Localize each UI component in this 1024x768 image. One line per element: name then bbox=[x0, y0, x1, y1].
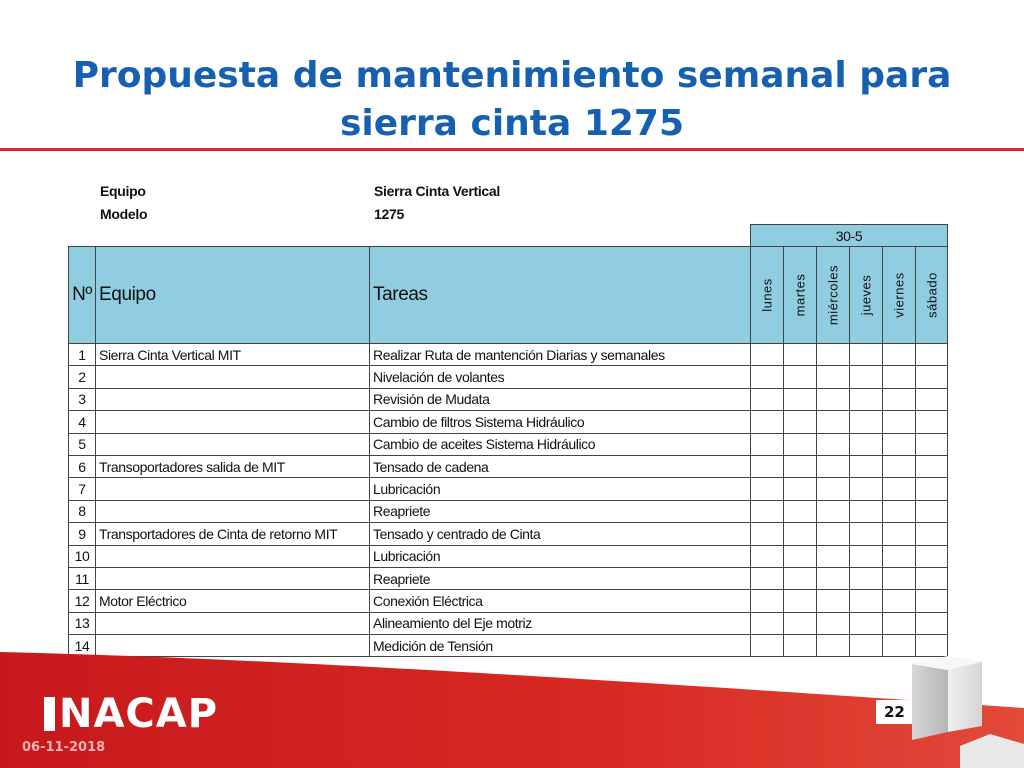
row-number: 5 bbox=[69, 433, 96, 455]
title-line-1: Propuesta de mantenimiento semanal para bbox=[72, 55, 952, 96]
row-tarea: Conexión Eléctrica bbox=[370, 590, 751, 612]
page-number: 22 bbox=[884, 703, 905, 721]
row-number: 1 bbox=[69, 344, 96, 366]
header-day-jueves: jueves bbox=[850, 247, 883, 344]
logo-i-bar bbox=[44, 697, 55, 731]
equipo-value: Sierra Cinta Vertical bbox=[374, 183, 500, 199]
header-day-lunes: lunes bbox=[751, 247, 784, 344]
row-tarea: Realizar Ruta de mantención Diarias y semanales bbox=[370, 344, 751, 366]
row-tarea: Medición de Tensión bbox=[370, 635, 751, 657]
header-day-sabado: sábado bbox=[916, 247, 948, 344]
row-tarea: Lubricación bbox=[370, 478, 751, 500]
modelo-value: 1275 bbox=[374, 206, 404, 222]
row-number: 6 bbox=[69, 455, 96, 477]
row-tarea: Reapriete bbox=[370, 567, 751, 589]
row-number: 2 bbox=[69, 366, 96, 388]
row-number: 13 bbox=[69, 612, 96, 634]
header-tareas: Tareas bbox=[370, 247, 751, 344]
row-tarea: Tensado y centrado de Cinta bbox=[370, 523, 751, 545]
row-number: 12 bbox=[69, 590, 96, 612]
week-label: 30-5 bbox=[751, 225, 948, 247]
header-day-viernes: viernes bbox=[883, 247, 916, 344]
title-line-2: sierra cinta 1275 bbox=[339, 103, 685, 144]
row-tarea: Revisión de Mudata bbox=[370, 388, 751, 410]
row-tarea: Reapriete bbox=[370, 500, 751, 522]
row-number: 3 bbox=[69, 388, 96, 410]
modelo-label: Modelo bbox=[100, 206, 148, 222]
inacap-logo bbox=[44, 691, 219, 737]
row-tarea: Alineamiento del Eje motriz bbox=[370, 612, 751, 634]
equipo-label: Equipo bbox=[100, 183, 146, 199]
row-number: 8 bbox=[69, 500, 96, 522]
header-equipo: Equipo bbox=[96, 247, 370, 344]
row-equipo: Sierra Cinta Vertical MIT bbox=[96, 344, 370, 366]
row-tarea: Cambio de filtros Sistema Hidráulico bbox=[370, 411, 751, 433]
row-tarea: Nivelación de volantes bbox=[370, 366, 751, 388]
slide-date: 06-11-2018 bbox=[22, 740, 106, 755]
header-day-miercoles: miércoles bbox=[817, 247, 850, 344]
row-tarea: Lubricación bbox=[370, 545, 751, 567]
logo-text: NACAP bbox=[59, 691, 219, 737]
row-tarea: Tensado de cadena bbox=[370, 455, 751, 477]
header-no: Nº bbox=[69, 247, 96, 344]
row-number: 9 bbox=[69, 523, 96, 545]
row-equipo: Transoportadores salida de MIT bbox=[96, 455, 370, 477]
row-tarea: Cambio de aceites Sistema Hidráulico bbox=[370, 433, 751, 455]
row-equipo: Motor Eléctrico bbox=[96, 590, 370, 612]
row-number: 7 bbox=[69, 478, 96, 500]
row-equipo: Transportadores de Cinta de retorno MIT bbox=[96, 523, 370, 545]
row-number: 14 bbox=[69, 635, 96, 657]
row-number: 4 bbox=[69, 411, 96, 433]
row-number: 11 bbox=[69, 567, 96, 589]
row-number: 10 bbox=[69, 545, 96, 567]
header-day-martes: martes bbox=[784, 247, 817, 344]
